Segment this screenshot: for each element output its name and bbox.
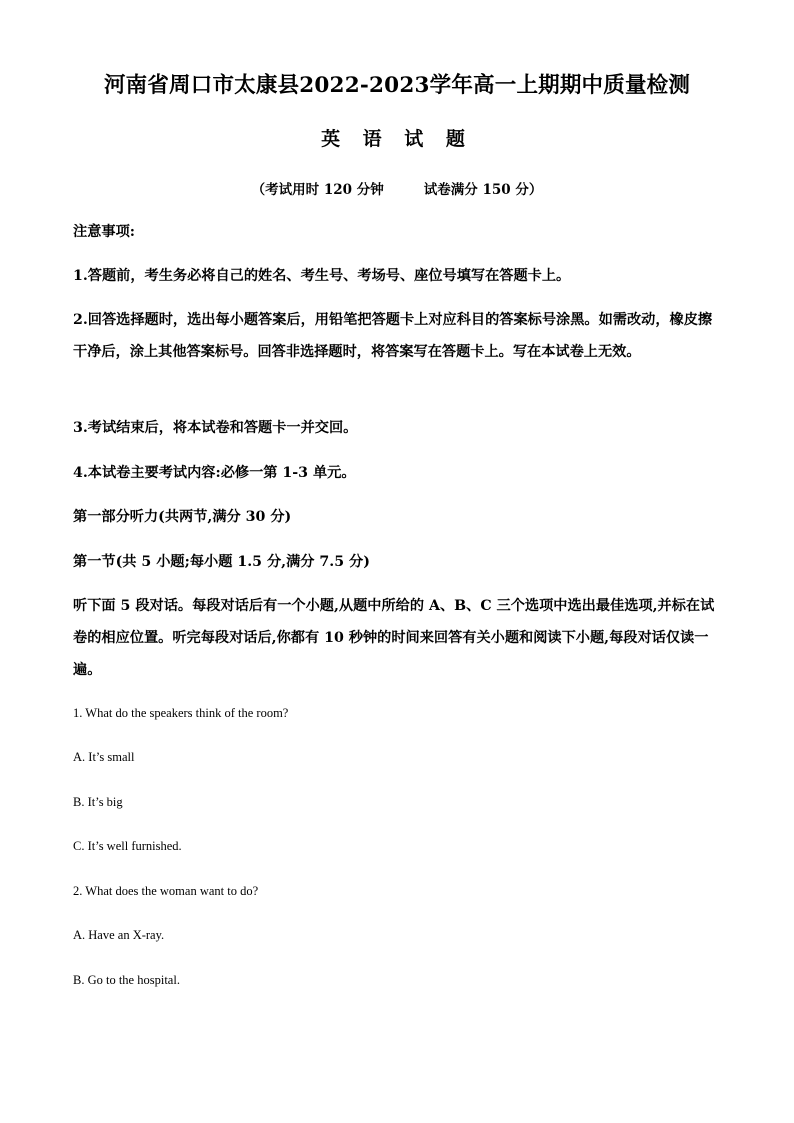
exam-time: （考试用时 120 分钟 <box>251 182 384 198</box>
question-2-option-b: B. Go to the hospital. <box>73 973 180 987</box>
question-1-stem: 1. What do the speakers think of the room? <box>73 706 289 720</box>
note-item-4: 4.本试卷主要考试内容:必修一第 1-3 单元。 <box>73 465 356 481</box>
section1-heading: 第一节(共 5 小题;每小题 1.5 分,满分 7.5 分) <box>73 554 370 570</box>
note-item-1: 1.答题前，考生务必将自己的姓名、考生号、考场号、座位号填写在答题卡上。 <box>73 268 571 284</box>
question-1-option-a: A. It’s small <box>73 750 135 764</box>
note-item-2: 2.回答选择题时，选出每小题答案后，用铅笔把答题卡上对应科目的答案标号涂黑。如需改动，橡皮擦干净后，涂上其他答案标号。回答非选择题时，将答案写在答题卡上。写在本试卷上无效。 <box>73 312 713 360</box>
part1-heading: 第一部分听力(共两节,满分 30 分) <box>73 509 292 525</box>
exam-subtitle: 英 语 试 题 <box>321 128 473 150</box>
exam-score: 试卷满分 150 分） <box>423 182 543 198</box>
note-item-3: 3.考试结束后，将本试卷和答题卡一并交回。 <box>73 420 358 436</box>
question-2-option-a: A. Have an X-ray. <box>73 928 165 942</box>
listening-instructions: 听下面 5 段对话。每段对话后有一个小题,从题中所给的 A、B、C 三个选项中选出最佳选项,并标在试卷的相应位置。听完每段对话后,你都有 10 秒钟的时间来回答有关小题和阅读下小题,每段对话仅读一遍。 <box>73 598 715 678</box>
exam-info <box>0 178 794 198</box>
exam-title: 河南省周口市太康县2022-2023学年高一上期期中质量检测 <box>103 73 691 98</box>
question-1-option-b: B. It’s big <box>73 795 123 809</box>
notes-heading: 注意事项: <box>73 224 135 240</box>
question-1-option-c: C. It’s well furnished. <box>73 839 182 853</box>
question-2-stem: 2. What does the woman want to do? <box>73 884 259 898</box>
